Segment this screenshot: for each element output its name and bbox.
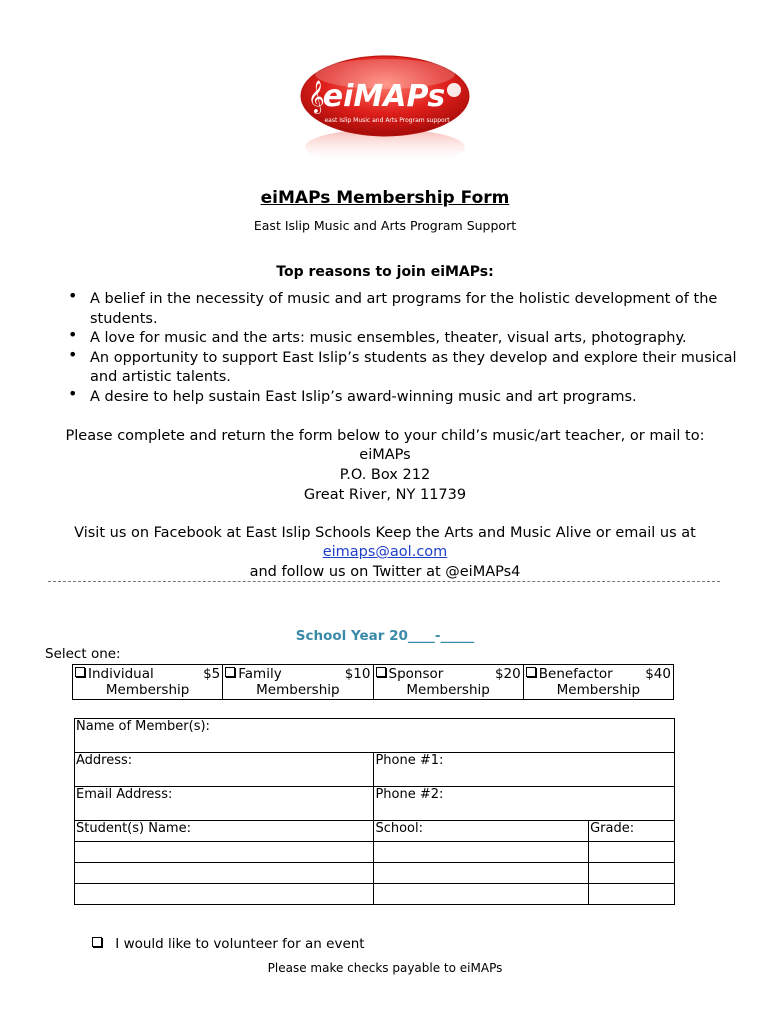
mail-line-1: eiMAPs — [359, 447, 411, 463]
option-sponsor[interactable] — [373, 665, 523, 700]
eimaps-logo — [290, 52, 480, 167]
option-sub: Membership — [406, 682, 490, 698]
school-cell[interactable] — [374, 863, 589, 884]
phone1-label: Phone #1: — [375, 753, 444, 768]
option-individual[interactable] — [73, 665, 223, 700]
logo-tagline: east Islip Music and Arts Program support — [324, 117, 450, 124]
checkbox-icon[interactable] — [75, 667, 85, 677]
phone2-field[interactable] — [374, 787, 675, 821]
table-row — [75, 863, 675, 884]
facebook-text: Visit us on Facebook at East Islip Schools Keep the Arts and Music Alive or email us at — [74, 525, 696, 541]
page-subtitle: East Islip Music and Arts Program Support — [253, 218, 517, 233]
checks-note: Please make checks payable to eiMAPs — [267, 961, 503, 975]
student-name-cell[interactable] — [75, 842, 374, 863]
table-row — [75, 884, 675, 905]
email-label: Email Address: — [76, 787, 173, 802]
name-label: Name of Member(s): — [76, 719, 210, 734]
option-sub: Membership — [556, 682, 641, 698]
student-name-cell[interactable] — [75, 884, 374, 905]
email-field[interactable] — [75, 787, 374, 821]
reasons-heading: Top reasons to join eiMAPs: — [276, 264, 494, 280]
grade-cell[interactable] — [589, 884, 675, 905]
student-name-cell[interactable] — [75, 863, 374, 884]
address-field[interactable] — [75, 753, 374, 787]
reasons-list — [68, 290, 738, 407]
option-sub: Membership — [256, 682, 340, 698]
name-field[interactable] — [75, 719, 675, 753]
mail-intro: Please complete and return the form below to your child’s music/art teacher, or mail to: — [65, 428, 705, 444]
volunteer-label: I would like to volunteer for an event — [115, 936, 365, 952]
logo-palette-icon — [447, 83, 461, 97]
phone2-label: Phone #2: — [375, 787, 444, 802]
twitter-text: and follow us on Twitter at @eiMAPs4 — [249, 564, 521, 580]
logo-music-note-icon: 𝄞 — [308, 80, 325, 113]
membership-options — [72, 664, 674, 700]
reason-item: • A desire to help sustain East Islip’s award-winning music and art programs. — [68, 388, 738, 408]
page-title: eiMAPs Membership Form — [260, 188, 510, 208]
checkbox-icon[interactable] — [526, 667, 536, 677]
reason-item: • A love for music and the arts: music ensembles, theater, visual arts, photography. — [68, 329, 738, 349]
logo-text: eiMAPs — [322, 79, 446, 114]
option-price: $5 — [203, 666, 221, 682]
option-family[interactable] — [223, 665, 373, 700]
phone1-field[interactable] — [374, 753, 675, 787]
checkbox-icon[interactable] — [376, 667, 386, 677]
students-header: Student(s) Name: — [75, 821, 374, 842]
option-name: Benefactor — [538, 666, 613, 682]
cut-line-divider — [48, 581, 720, 582]
email-line — [0, 544, 770, 560]
grade-cell[interactable] — [589, 842, 675, 863]
option-name: Family — [238, 666, 282, 682]
checkbox-icon[interactable] — [92, 937, 102, 947]
school-cell[interactable] — [374, 842, 589, 863]
address-label: Address: — [76, 753, 133, 768]
grade-header: Grade: — [589, 821, 675, 842]
option-benefactor[interactable] — [523, 665, 673, 700]
table-row — [75, 842, 675, 863]
mail-line-2: P.O. Box 212 — [339, 467, 431, 483]
school-cell[interactable] — [374, 884, 589, 905]
option-price: $40 — [645, 666, 671, 682]
mail-line-3: Great River, NY 11739 — [303, 487, 467, 503]
member-info-table — [74, 718, 675, 905]
email-link[interactable]: eimaps@aol.com — [322, 544, 448, 560]
school-year-label: School Year 20____-_____ — [295, 628, 475, 644]
option-sub: Membership — [105, 682, 190, 698]
checkbox-icon[interactable] — [225, 667, 235, 677]
option-name: Individual — [88, 666, 154, 682]
school-header: School: — [374, 821, 589, 842]
option-price: $10 — [344, 666, 371, 682]
option-price: $20 — [494, 666, 521, 682]
option-name: Sponsor — [388, 666, 444, 682]
volunteer-option[interactable] — [92, 936, 365, 952]
reason-item: • An opportunity to support East Islip’s students as they develop and explore their musical and artistic talents. — [68, 349, 738, 388]
grade-cell[interactable] — [589, 863, 675, 884]
reason-item: • A belief in the necessity of music and art programs for the holistic development of the students. — [68, 290, 738, 329]
select-one-label: Select one: — [45, 646, 121, 662]
